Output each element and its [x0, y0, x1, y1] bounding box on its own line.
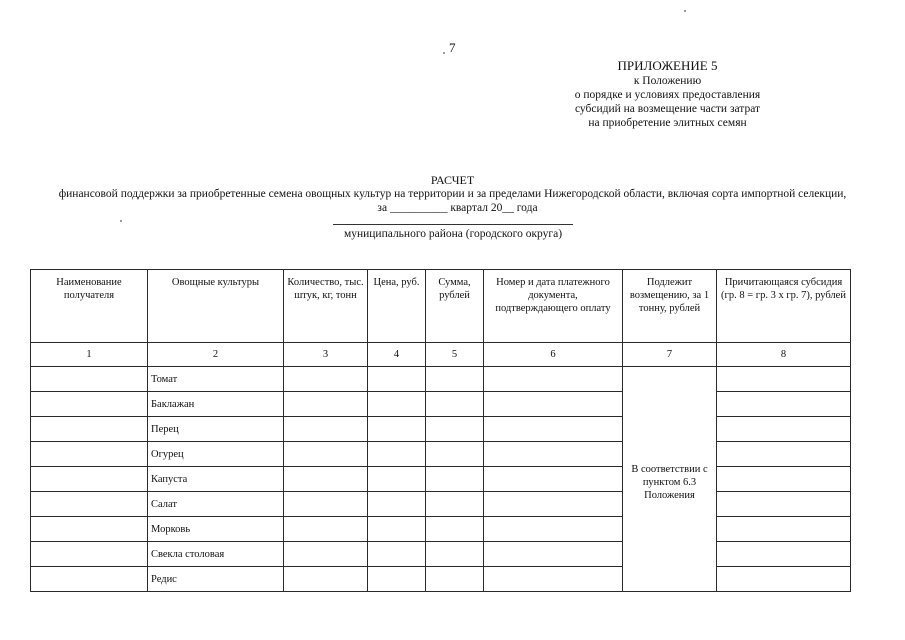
recipient-cell: [31, 417, 148, 442]
document-subtitle: финансовой поддержки за приобретенные семена овощных культур на территории и за пределами Нижегородской области, включая сорта импортной селекции,: [58, 188, 847, 200]
sum-cell: [426, 517, 484, 542]
subsidy-cell: [717, 492, 851, 517]
district-caption: муниципального района (городского округа): [333, 224, 573, 240]
quantity-cell: [284, 417, 368, 442]
price-cell: [368, 367, 426, 392]
quantity-cell: [284, 467, 368, 492]
sum-cell: [426, 392, 484, 417]
reporting-period: за __________ квартал 20__ года: [377, 202, 538, 214]
crop-cell: Томат: [148, 367, 284, 392]
column-number: 4: [368, 343, 426, 367]
recipient-cell: [31, 367, 148, 392]
crop-cell: Огурец: [148, 442, 284, 467]
crop-cell: Капуста: [148, 467, 284, 492]
payment-doc-cell: [484, 542, 623, 567]
quantity-cell: [284, 367, 368, 392]
sum-cell: [426, 467, 484, 492]
sum-cell: [426, 442, 484, 467]
column-number: 6: [484, 343, 623, 367]
payment-doc-cell: [484, 392, 623, 417]
quantity-cell: [284, 492, 368, 517]
table-row: [31, 542, 851, 567]
recipient-cell: [31, 542, 148, 567]
table-row: [31, 492, 851, 517]
appendix-block: [555, 58, 780, 130]
header-row: [31, 270, 851, 343]
price-cell: [368, 542, 426, 567]
table-row: [31, 442, 851, 467]
quantity-cell: [284, 567, 368, 592]
header-cell: Сумма, рублей: [426, 270, 484, 343]
sum-cell: [426, 367, 484, 392]
payment-doc-cell: [484, 367, 623, 392]
quantity-cell: [284, 442, 368, 467]
price-cell: [368, 492, 426, 517]
calculation-table: [30, 269, 851, 592]
payment-doc-cell: [484, 567, 623, 592]
recipient-cell: [31, 442, 148, 467]
payment-doc-cell: [484, 417, 623, 442]
quantity-cell: [284, 392, 368, 417]
appendix-title: ПРИЛОЖЕНИЕ 5: [617, 58, 718, 73]
subsidy-cell: [717, 367, 851, 392]
payment-doc-cell: [484, 442, 623, 467]
column-number: 5: [426, 343, 484, 367]
sum-cell: [426, 567, 484, 592]
payment-doc-cell: [484, 467, 623, 492]
recipient-cell: [31, 392, 148, 417]
document-heading: [0, 173, 905, 215]
subsidy-cell: [717, 517, 851, 542]
price-cell: [368, 442, 426, 467]
appendix-line: к Положению: [633, 75, 702, 87]
sum-cell: [426, 492, 484, 517]
table-row: [31, 392, 851, 417]
sum-cell: [426, 417, 484, 442]
quantity-cell: [284, 542, 368, 567]
subsidy-cell: [717, 467, 851, 492]
appendix-line: субсидий на возмещение части затрат: [574, 103, 761, 115]
column-number: 7: [623, 343, 717, 367]
scan-speck: [443, 52, 445, 54]
crop-cell: Редис: [148, 567, 284, 592]
price-cell: [368, 517, 426, 542]
scan-speck: [120, 220, 122, 222]
page-number: 7: [449, 40, 456, 55]
column-number: 1: [31, 343, 148, 367]
price-cell: [368, 392, 426, 417]
header-cell: Причитающаяся субсидия (гр. 8 = гр. 3 х гр. 7), рублей: [717, 270, 851, 343]
subsidy-cell: [717, 442, 851, 467]
crop-cell: Морковь: [148, 517, 284, 542]
appendix-line: на приобретение элитных семян: [588, 117, 747, 129]
payment-doc-cell: [484, 517, 623, 542]
crop-cell: Салат: [148, 492, 284, 517]
subsidy-cell: [717, 567, 851, 592]
recipient-cell: [31, 492, 148, 517]
recipient-cell: [31, 567, 148, 592]
header-cell: Подлежит возмещению, за 1 тонну, рублей: [623, 270, 717, 343]
header-cell: Цена, руб.: [368, 270, 426, 343]
header-cell: Количество, тыс. штук, кг, тонн: [284, 270, 368, 343]
document-title: РАСЧЕТ: [430, 173, 475, 187]
crop-cell: Баклажан: [148, 392, 284, 417]
header-cell: Наименование получателя: [31, 270, 148, 343]
table-row: [31, 367, 851, 392]
subsidy-cell: [717, 417, 851, 442]
payment-doc-cell: [484, 492, 623, 517]
crop-cell: Свекла столовая: [148, 542, 284, 567]
appendix-line: о порядке и условиях предоставления: [574, 89, 761, 101]
table-row: [31, 467, 851, 492]
column-number: 8: [717, 343, 851, 367]
scan-speck: [684, 10, 686, 12]
table-row: [31, 567, 851, 592]
reimbursement-note: В соответствии с пунктом 6.3 Положения: [623, 367, 717, 592]
subsidy-cell: [717, 542, 851, 567]
subsidy-cell: [717, 392, 851, 417]
price-cell: [368, 467, 426, 492]
price-cell: [368, 417, 426, 442]
crop-cell: Перец: [148, 417, 284, 442]
header-cell: Овощные культуры: [148, 270, 284, 343]
sum-cell: [426, 542, 484, 567]
column-number: 3: [284, 343, 368, 367]
recipient-cell: [31, 467, 148, 492]
quantity-cell: [284, 517, 368, 542]
table-row: [31, 517, 851, 542]
column-number: 2: [148, 343, 284, 367]
table-row: [31, 417, 851, 442]
price-cell: [368, 567, 426, 592]
header-cell: Номер и дата платежного документа, подтверждающего оплату: [484, 270, 623, 343]
column-number-row: [31, 343, 851, 367]
recipient-cell: [31, 517, 148, 542]
